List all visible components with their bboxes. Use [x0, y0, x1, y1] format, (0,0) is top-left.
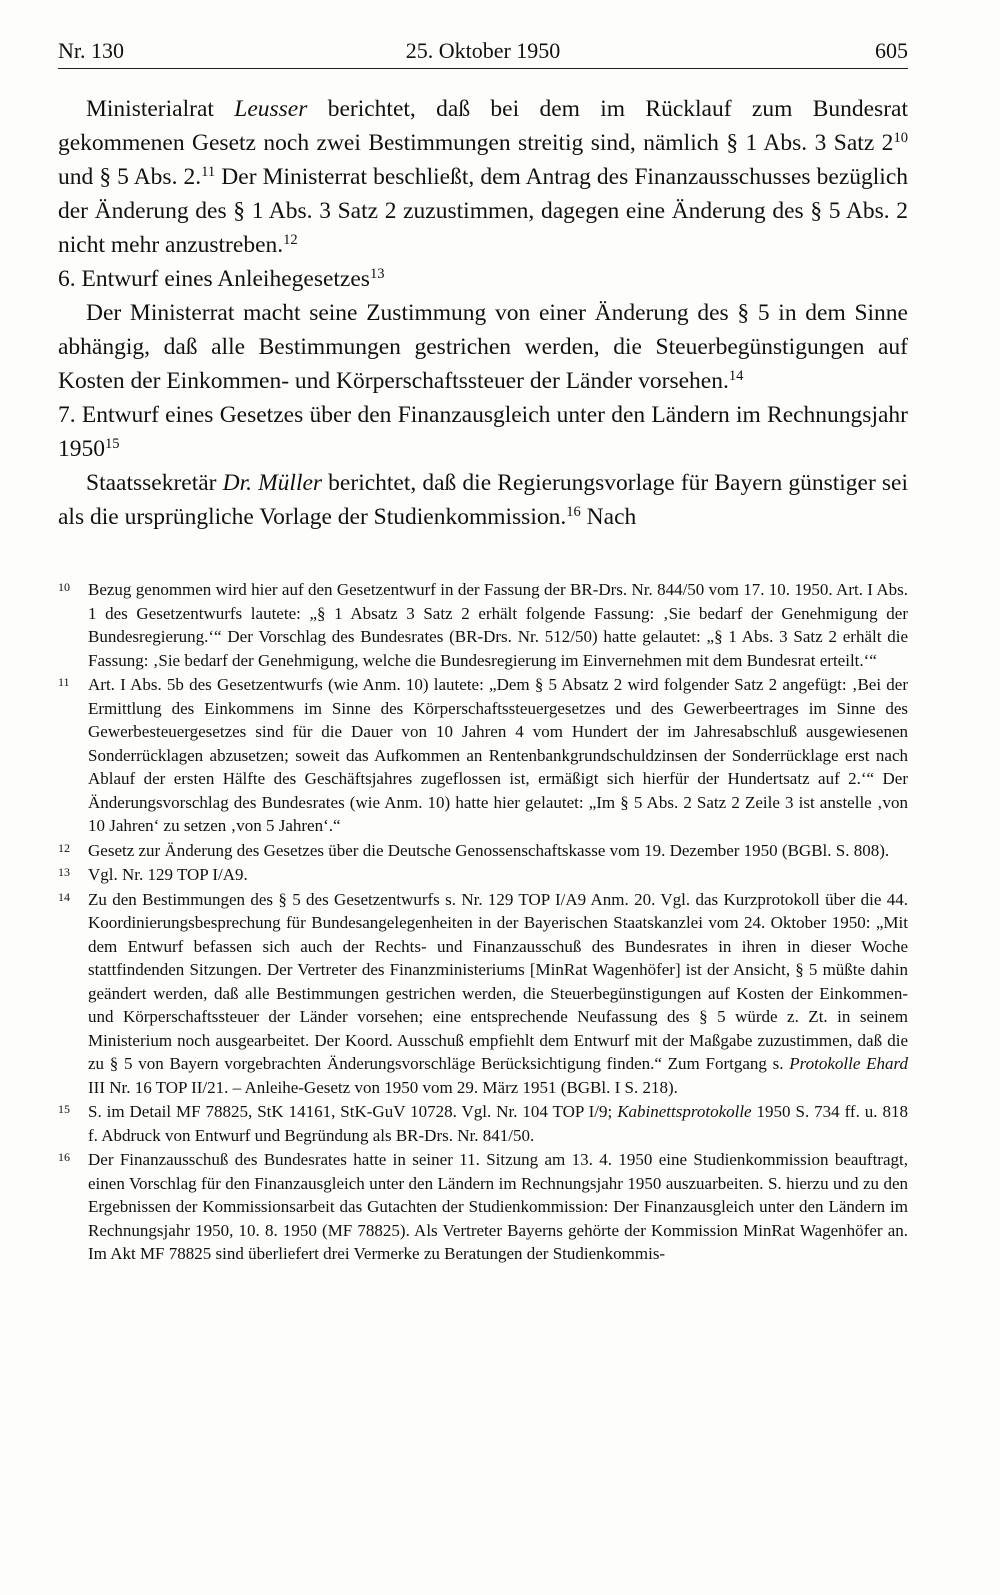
footnote-10: [58, 578, 908, 672]
footnote-15: [58, 1100, 908, 1147]
footnote-13: [58, 863, 908, 887]
agenda-item-7-heading: 7. Entwurf eines Gesetzes über den Finanzausgleich unter den Ländern im Rechnungsjahr 1950$^{15}$: [58, 402, 908, 462]
main-text: [58, 92, 908, 534]
footnote-number: 10: [58, 580, 70, 594]
footnote-text: S. im Detail MF 78825, StK 14161, StK-GuV 10728. Vgl. Nr. 104 TOP I/9; Kabinettsprotokolle 1950 S. 734 ff. u. 818 f. Abdruck von Entwurf und Begründung als BR-Drs. Nr. 841/50.: [88, 1102, 908, 1145]
person-name: Leusser: [234, 96, 308, 122]
document-number: Nr. 130: [58, 38, 124, 63]
paragraph-mueller-report: Staatssekretär Dr. Müller berichtet, daß die Regierungsvorlage für Bayern günstiger sei als die ursprüngliche Vorlage der Studienkommission.$^{16}$ Nach: [58, 470, 908, 530]
paragraph-anleihegesetz: Der Ministerrat macht seine Zustimmung von einer Änderung des § 5 in dem Sinne abhängig, daß alle Bestimmungen gestrichen werden, die Steuerbegünstigungen auf Kosten der Einkommen- und Körperschaftssteuer der Länder vorsehen.$^{14}$: [58, 300, 908, 394]
footnote-text: Gesetz zur Änderung des Gesetzes über die Deutsche Genossenschaftskasse vom 19. Dezember 1950 (BGBl. S. 808).: [88, 840, 890, 860]
footnotes-section: [58, 578, 908, 1266]
footnote-ref: 15: [105, 436, 120, 452]
footnote-ref: 14: [728, 368, 744, 384]
cited-work: Kabinettsprotokolle: [617, 1102, 752, 1121]
footnote-number: 11: [58, 675, 70, 689]
footnote-text: Zu den Bestimmungen des § 5 des Gesetzentwurfs s. Nr. 129 TOP I/A9 Anm. 20. Vgl. das Kurzprotokoll über die 44. Koordinierungsbesprechung für Bundesangelegenheiten in der Bayerischen Staatskanzlei vom 24. Oktober 1950: „Mit dem Entwurf befassen sich auch der Rechts- und Finanzausschuß des Bundesrates in ihren in dieser Woche stattfindenden Sitzungen. Der Vertreter des Finanzministeriums [MinRat Wagenhöfer] ist der Ansicht, § 5 müßte dahin geändert werden, daß alle Bestimmungen gestrichen werden, die Steuerbegünstigungen auf Kosten der Einkommen- und Körperschaftssteuer der Länder vorsehen; eine entsprechende Neufassung des § 5 würde z. Zt. in seinem Ministerium noch ausgearbeitet. Der Koord. Ausschuß empfiehlt dem Entwurf mit der Maßgabe zuzustimmen, daß die zu § 5 von Bayern vorgebrachten Änderungsvorschläge Berücksichtigung finden.“ Zum Fortgang s. Protokolle Ehard III Nr. 16 TOP II/21. – Anleihe-Gesetz von 1950 vom 29. März 1951 (BGBl. I S. 218).: [88, 889, 909, 1097]
person-title: Dr.: [222, 470, 252, 496]
page-number: 605: [875, 38, 908, 63]
footnote-ref: 16: [566, 504, 581, 520]
footnote-ref: 13: [369, 266, 385, 282]
paragraph-leusser-report: Ministerialrat Leusser berichtet, daß bei dem im Rücklauf zum Bundesrat gekommenen Gesetz noch zwei Bestimmungen streitig sind, nämlich § 1 Abs. 3 Satz $2^{10}$ und § 5 Abs. 2.11 Der Ministerrat beschließt, dem Antrag des Finanzausschusses bezüglich der Änderung des § 1 Abs. 3 Satz 2 zuzustimmen, dagegen eine Änderung des § 5 Abs. 2 nicht mehr anzustreben.$^{12}$: [58, 96, 908, 258]
footnote-11: [58, 673, 908, 838]
footnote-text: Art. I Abs. 5b des Gesetzentwurfs (wie Anm. 10) lautete: „Dem § 5 Absatz 2 wird folgender Satz 2 angefügt: ‚Bei der Ermittlung des Einkommens im Sinne des Körperschaftssteuergesetzes und des Gewerbeertrages im Sinne des Gewerbesteuergesetzes sind für die Dauer von 10 Jahren 4 vom Hundert der im Jahresabschluß ausgewiesenen Sonderrücklagen abzusetzen; soweit das Aufkommen an Rentenbankgrundschuldzinsen der Sonderrücklage erst nach Ablauf der ersten Hälfte des Geschäftsjahres zugeflossen ist, ermäßigt sich hierfür der Hundertsatz auf 2.‘“ Der Änderungsvorschlag des Bundesrates (wie Anm. 10) hatte hier gelautet: „Im § 5 Abs. 2 Satz 2 Zeile 3 ist anstelle ‚von 10 Jahren‘ zu setzen ‚von 5 Jahren‘.“: [88, 675, 908, 835]
footnote-ref: 12: [283, 232, 298, 248]
footnote-number: 14: [58, 889, 70, 904]
agenda-item-6-heading: 6. Entwurf eines Anleihegesetzes$^{13}$: [58, 266, 385, 292]
footnote-number: 16: [58, 1150, 70, 1164]
footnote-16: [58, 1148, 908, 1266]
person-name: Müller: [258, 470, 323, 496]
footnote-text: Vgl. Nr. 129 TOP I/A9.: [88, 865, 248, 884]
footnote-text: Der Finanzausschuß des Bundesrates hatte in seiner 11. Sitzung am 13. 4. 1950 eine Studienkommission beauftragt, einen Vorschlag für den Finanzausgleich unter den Ländern im Rechnungsjahr 1950 auszuarbeiten. S. hierzu und zu den Ergebnissen der Kommissionsarbeit das Gutachten der Studienkommission: Der Finanzausgleich unter den Ländern im Rechnungsjahr 1950, 10. 8. 1950 (MF 78825). Als Vertreter Bayerns gehörte der Kommission MinRat Wagenhöfer an. Im Akt MF 78825 sind überliefert drei Vermerke zu Beratungen der Studienkommis-: [88, 1150, 908, 1263]
footnote-ref: 10: [893, 130, 908, 146]
footnote-number: 15: [58, 1102, 70, 1116]
footnote-ref: 11: [201, 164, 216, 180]
footnote-text: Bezug genommen wird hier auf den Gesetzentwurf in der Fassung der BR-Drs. Nr. 844/50 vom 17. 10. 1950. Art. I Abs. 1 des Gesetzentwurfs lautete: „§ 1 Absatz 3 Satz 2 erhält folgende Fassung: ‚Sie bedarf der Genehmigung der Bundesregierung.‘“ Der Vorschlag des Bundesrates (BR-Drs. Nr. 512/50) hatte gelautet: „§ 1 Abs. 3 Satz 2 erhält die Fassung: ‚Sie bedarf der Genehmigung, welche die Bundesregierung im Einvernehmen mit dem Bundesrat erteilt.‘“: [88, 580, 908, 670]
footnote-14: [58, 888, 908, 1100]
footnote-12: [58, 839, 908, 863]
footnote-number: 12: [58, 840, 70, 855]
running-header: [58, 38, 908, 69]
cited-work: Protokolle Ehard: [789, 1054, 909, 1073]
footnote-number: 13: [58, 865, 70, 879]
session-date: 25. Oktober 1950: [405, 38, 561, 63]
